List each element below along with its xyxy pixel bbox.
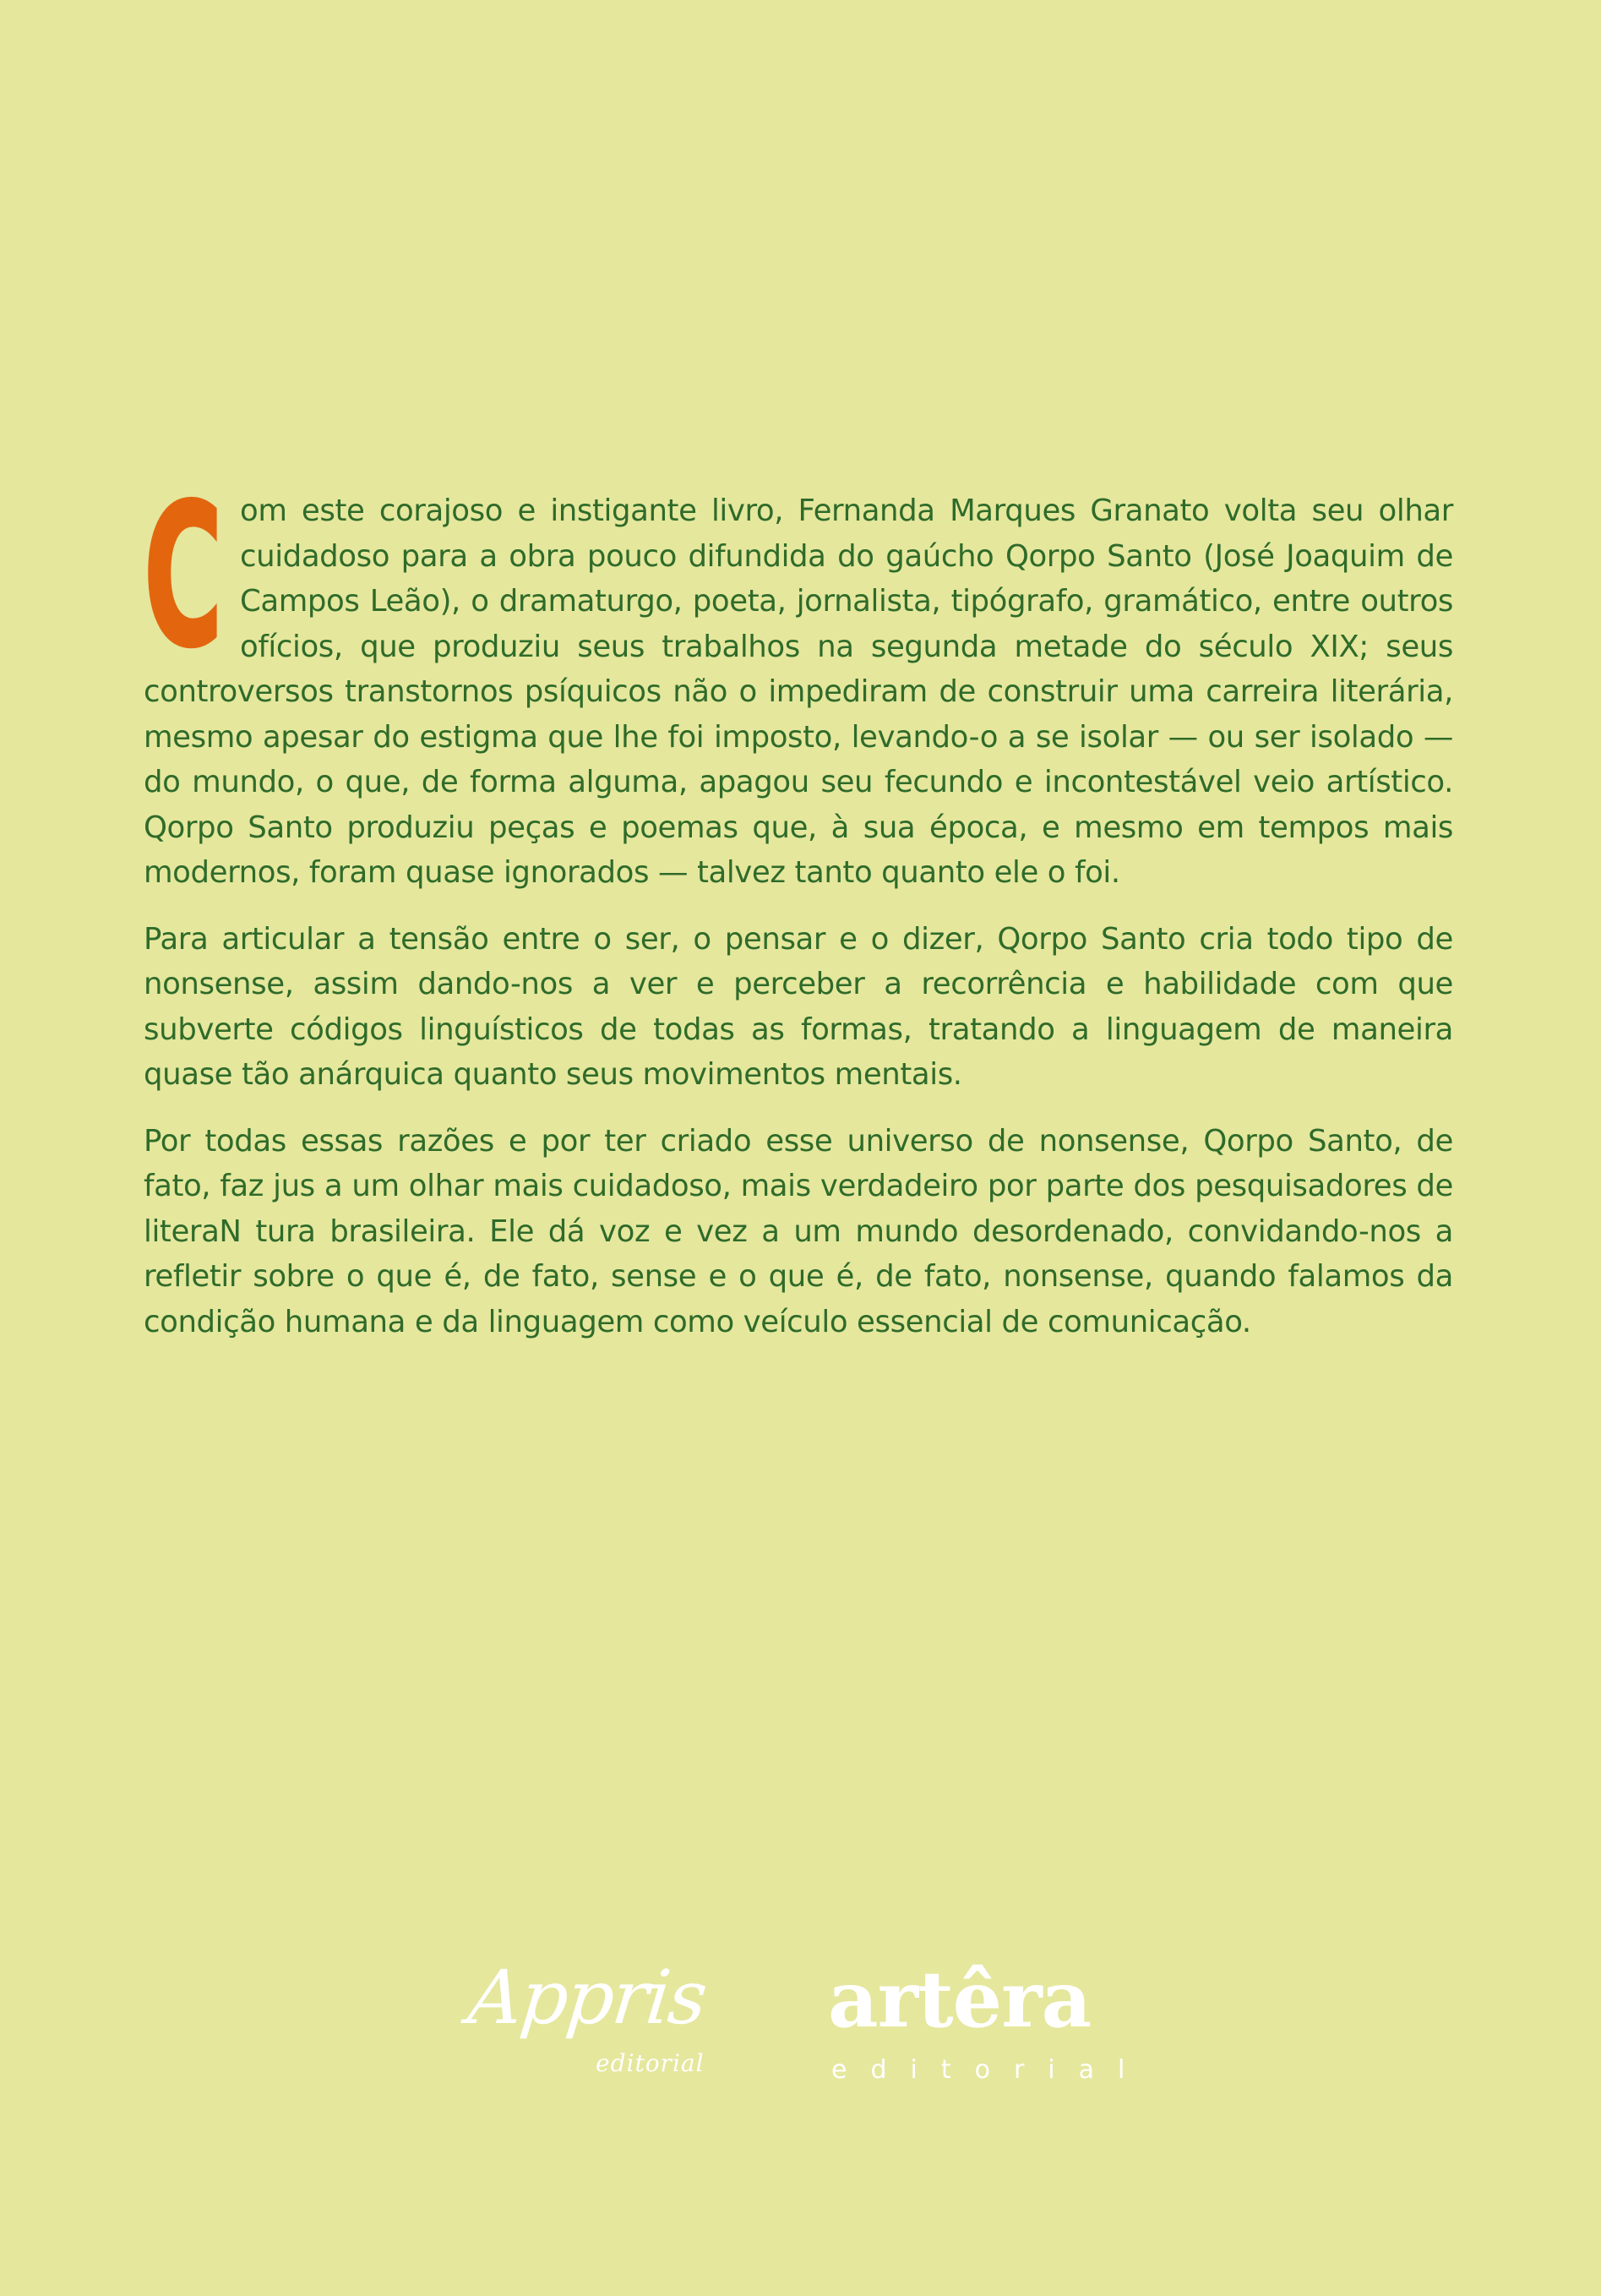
paragraph-1-text: om este corajoso e instigante livro, Fernanda Marques Granato volta seu olhar cuidadoso para a obra pouco difundida do gaúcho Qorpo Santo (José Joaquim de Campos Leão), o dramaturgo, poeta, jornalista, tipógrafo, gramático, entre outros ofícios, que produziu seus trabalhos na segunda metade do século XIX; seus controversos transtornos psíquicos não o impediram de construir uma carreira literária, mesmo apesar do estigma que lhe foi imposto, levando-o a se isolar — ou ser isolado — do mundo, o que, de forma alguma, apagou seu fecundo e incontestável veio artístico. Qorpo Santo produziu peças e poemas que, à sua época, e mesmo em tempos mais modernos, foram quase ignorados — talvez tanto quanto ele o foi. — [144, 494, 1453, 890]
appris-logo-name: Appris — [464, 1954, 711, 2041]
back-cover-text — [144, 462, 1453, 1366]
paragraph-1 — [144, 462, 1453, 896]
paragraph-2: Para articular a tensão entre o ser, o pensar e o dizer, Qorpo Santo cria todo tipo de nonsense, assim dando-nos a ver e perceber a recorrência e habilidade com que subverte códigos linguísticos de todas as formas, tratando a linguagem de maneira quase tão anárquica quanto seus movimentos mentais. — [144, 921, 1453, 1092]
appris-logo-sub: editorial — [596, 2049, 705, 2077]
artera-logo-sub: editorial — [831, 2055, 1149, 2085]
artera-logo-name: artêra — [828, 1954, 1092, 2045]
drop-cap-letter: C — [144, 462, 223, 690]
publisher-logos — [456, 1954, 1149, 2096]
paragraph-3: Por todas essas razões e por ter criado esse universo de nonsense, Qorpo Santo, de fato, faz jus a um olhar mais cuidadoso, mais verdadeiro por parte dos pesquisadores de literaN tura brasileira. Ele dá voz e vez a um mundo desordenado, convidando-nos a refletir sobre o que é, de fato, sense e o que é, de fato, nonsense, quando falamos da condição humana e da linguagem como veículo essencial de comunicação. — [144, 1123, 1453, 1339]
appris-logo — [464, 1954, 748, 2096]
artera-logo — [828, 1954, 1149, 2096]
